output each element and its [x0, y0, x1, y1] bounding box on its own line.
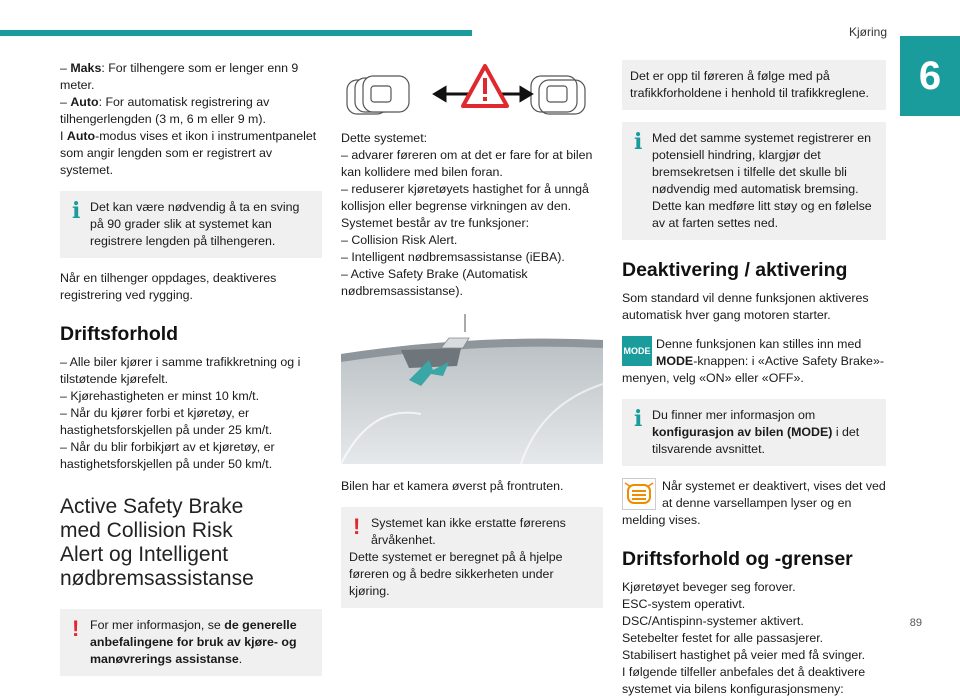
function-item: – Intelligent nødbremsassistanse (iEBA).: [341, 250, 565, 264]
info-note-turn: i Det kan være nødvendig å ta en sving på 90 grader slik at systemet kan registrere lengden på tilhengeren.: [60, 191, 322, 258]
collision-illustration: [341, 60, 603, 120]
deactivated-para: Når systemet er deaktivert, vises det ved at denne varsellampen lyser og en melding vises.: [622, 479, 886, 527]
function-item: – Collision Risk Alert.: [341, 233, 458, 247]
mode-button-icon: MODE: [622, 336, 652, 366]
mode-button-para: MODE Denne funksjonen kan stilles inn med MODE-knappen: i «Active Safety Brake»-menyen, velg «ON» eller «OFF».: [622, 337, 884, 385]
limit-item: Stabilisert hastighet på veier med få svinger.: [622, 648, 866, 662]
warning-note-vigilance: ! Systemet kan ikke erstatte førerens årvåkenhet. Dette systemet er beregnet på å hjelpe føreren og å bedre sikkerheten under kjøring.: [341, 507, 603, 608]
windscreen-camera-illustration: [341, 314, 603, 464]
condition-item: – Når du blir forbikjørt av et kjøretøy, er hastighetsforskjellen på under 50 km/t.: [60, 440, 275, 471]
limit-item: ESC-system operativt.: [622, 597, 746, 611]
conditions-list: [60, 354, 322, 473]
warning-lamp-icon: [622, 478, 656, 510]
column-2: [341, 60, 603, 620]
info-note-brake-prep: i Med det samme systemet registrerer en potensiell hindring, klargjør det bremsekretsen i tilfelle det skulle bli nødvendig med automatisk bremsing. Dette kan medføre litt støy og en følelse av at farten settes ned.: [622, 122, 886, 240]
limit-item: Kjøretøyet beveger seg forover.: [622, 580, 796, 594]
camera-location-figure: [341, 314, 603, 464]
info-note-configuration: i Du finner mer informasjon om konfigurasjon av bilen (MODE) i det tilsvarende avsnittet.: [622, 399, 886, 466]
section-big-title: Active Safety Brake med Collision Risk Alert og Intelligent nødbremsassistanse: [60, 495, 254, 590]
default-activation-para: Som standard vil denne funksjonen aktiveres automatisk hver gang motoren starter.: [622, 291, 869, 322]
limit-item: I følgende tilfeller anbefales det å deaktivere systemet via bilens konfigurasjonsmeny:: [622, 665, 866, 696]
heading-driftsforhold-grenser: Driftsforhold og -grenser: [622, 548, 853, 570]
info-icon: i: [72, 198, 81, 224]
system-feature: – advarer føreren om at det er fare for at bilen kan kollidere med bilen foran.: [341, 148, 593, 179]
system-intro: Dette systemet:: [341, 131, 428, 145]
warning-exclamation-icon: !: [72, 616, 80, 641]
limit-item: Setebelter festet for alle passasjerer.: [622, 631, 824, 645]
limit-item: DSC/Antispinn-systemer aktivert.: [622, 614, 804, 628]
heading-driftsforhold: Driftsforhold: [60, 323, 179, 345]
length-options: [60, 60, 322, 179]
condition-item: – Kjørehastigheten er minst 10 km/t.: [60, 389, 260, 403]
top-accent-bar: [0, 30, 472, 36]
warning-exclamation-icon: !: [353, 514, 361, 539]
camera-caption: Bilen har et kamera øverst på frontruten.: [341, 479, 564, 493]
page-number: 89: [909, 617, 922, 629]
condition-item: – Når du kjører forbi et kjøretøy, er hastighetsforskjellen på under 25 km/t.: [60, 406, 273, 437]
column-3: [622, 60, 886, 698]
option-maks: – Maks: For tilhengere som er lenger enn 9 meter.: [60, 61, 299, 92]
function-item: – Active Safety Brake (Automatisk nødbremsassistanse).: [341, 267, 528, 298]
info-icon: i: [634, 406, 643, 432]
functions-intro: Systemet består av tre funksjoner:: [341, 216, 530, 230]
column-1: [60, 60, 322, 688]
trailer-detected-para: Når en tilhenger oppdages, deaktiveres registrering ved rygging.: [60, 271, 277, 302]
section-title: Kjøring: [848, 25, 887, 39]
warning-note-recommendations: ! For mer informasjon, se de generelle anbefalingene for bruk av kjøre- og manøvrerings assistanse.: [60, 609, 322, 676]
auto-mode-para: I Auto-modus vises et ikon i instrumentpanelet som angir lengden som er registrert av systemet.: [60, 129, 317, 177]
chapter-tab: 6: [900, 36, 960, 116]
heading-deaktivering: Deaktivering / aktivering: [622, 259, 848, 281]
system-feature: – reduserer kjøretøyets hastighet for å unngå kollisjon eller begrense virkningen av den.: [341, 182, 589, 213]
cars-collision-icon: [341, 60, 603, 120]
condition-item: – Alle biler kjører i samme trafikkretning og i tilstøtende kjørefelt.: [60, 355, 301, 386]
info-icon: i: [634, 129, 643, 155]
limits-list: [622, 579, 886, 698]
note-traffic-rules: Det er opp til føreren å følge med på trafikkforholdene i henhold til trafikkreglene.: [622, 60, 886, 110]
option-auto: – Auto: For automatisk registrering av tilhengerlengden (3 m, 6 m eller 9 m).: [60, 95, 270, 126]
